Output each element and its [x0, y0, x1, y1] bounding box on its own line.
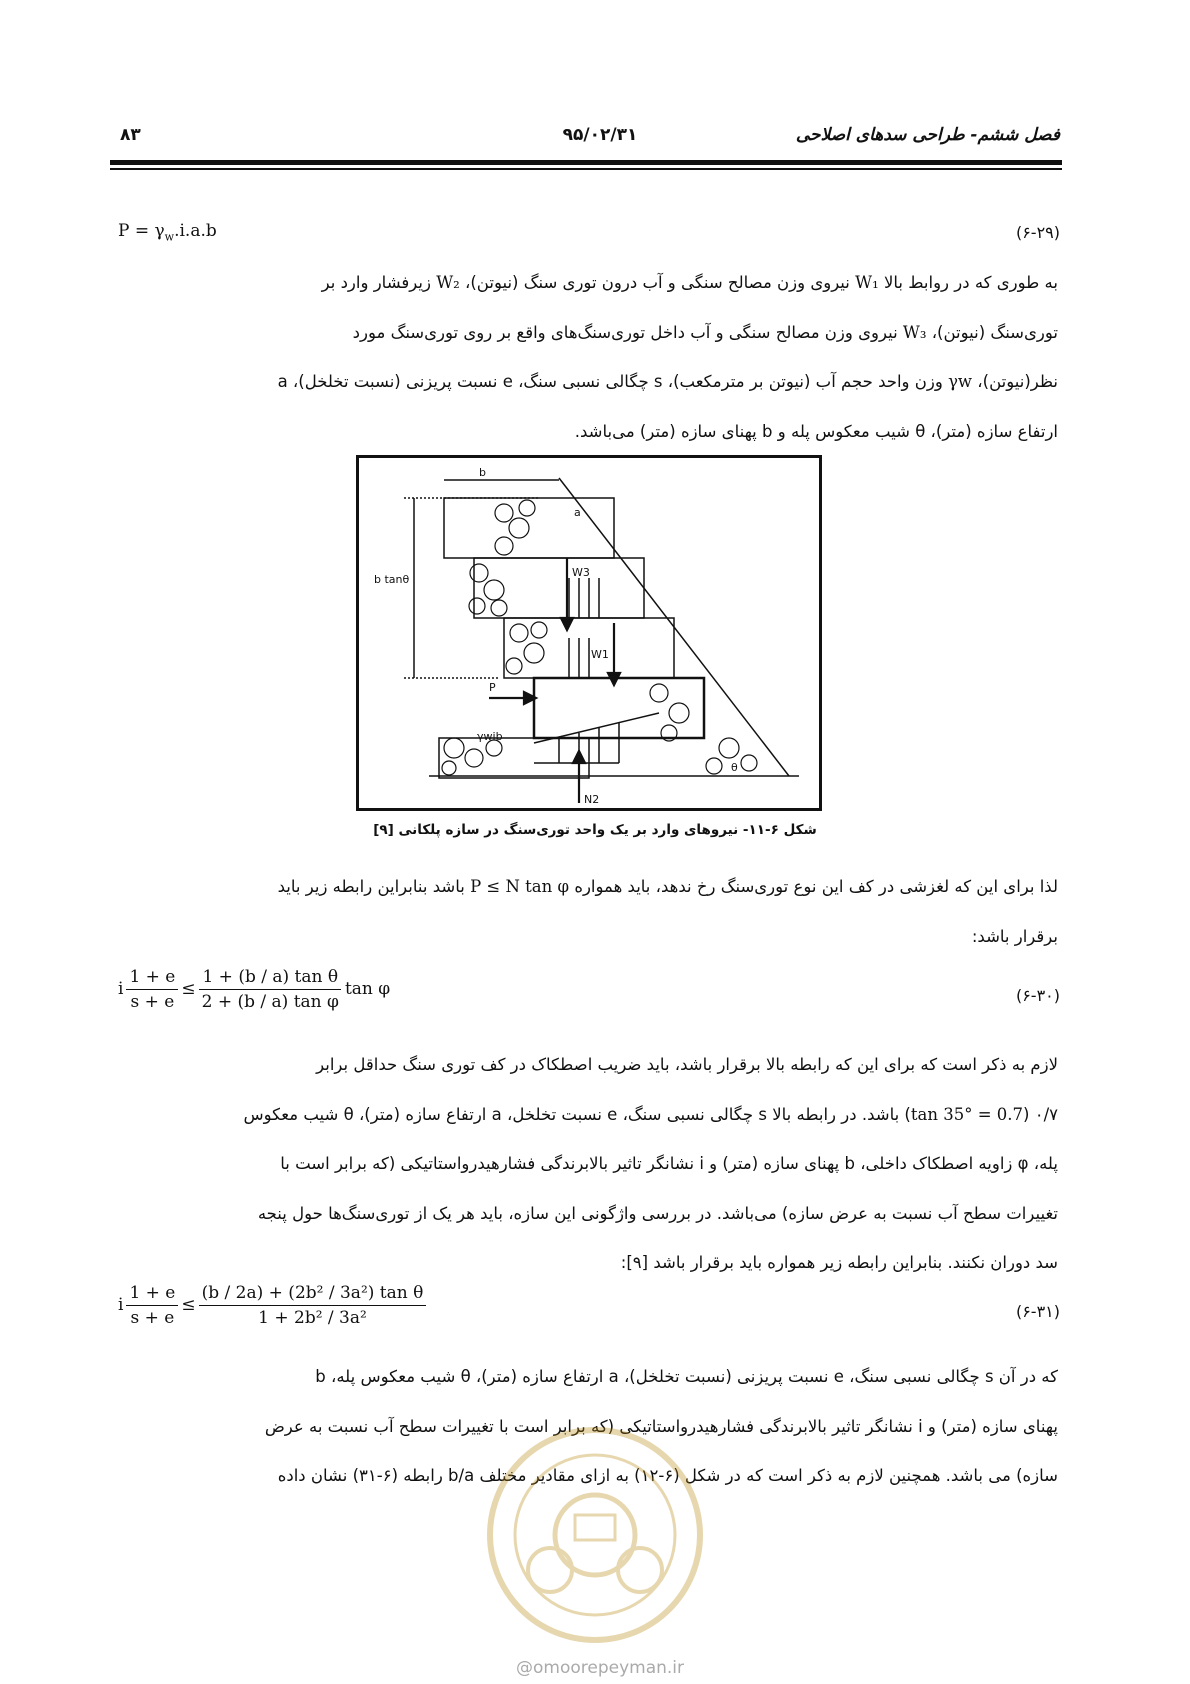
p1-line4: ارتفاع سازه (متر)، θ شیب معکوس پله و b پهنای سازه (متر) می‌باشد. — [574, 421, 1058, 441]
equation-29: $P = \gamma_w.i.a.b$ — [118, 221, 217, 244]
p3-line3: پله، φ زاویه اصطکاک داخلی، b پهنای سازه (متر) و i نشانگر تاثیر بالابرندگی فشارهیدرواستاتیکی (که برابر است با — [280, 1154, 1058, 1173]
label-p: P — [489, 681, 496, 694]
label-theta: θ — [731, 761, 738, 774]
equation-29-number: (۶-۲۹) — [1015, 223, 1060, 242]
figure-gabion-forces — [356, 455, 822, 811]
watermark-url: @omoorepeyman.ir — [515, 1658, 685, 1678]
equation-30: i $\frac{1 + e}{s + e}$ ≤ $\frac{\text{1 + (b / a) tan θ}}{\text{2 + (b / a) tan φ}}$ tan φ — [118, 967, 391, 1012]
p3-line2: ۰/۷ (tan 35° = 0.7) باشد. در رابطه بالا s چگالی نسبی سنگ، e نسبت تخلخل، a ارتفاع سازه (متر)، θ شیب معکوس — [243, 1104, 1058, 1124]
label-a: a — [574, 506, 581, 519]
label-w3: W3 — [572, 566, 590, 579]
figure-caption: شکل ۶-۱۱- نیروهای وارد بر یک واحد توری‌سنگ در سازه پلکانی [۹] — [373, 822, 817, 838]
gabion-diagram — [359, 458, 819, 808]
paragraph-1 — [118, 258, 1058, 456]
p1-line2: توری‌سنگ (نیوتن)، W₃ نیروی وزن مصالح سنگی و آب داخل توری‌سنگ‌های واقع بر روی توری‌سنگ مورد — [352, 322, 1058, 342]
p2-line1: لذا برای این که لغزشی در کف این نوع توری‌سنگ رخ ندهد، باید همواره P ≤ N tan φ باشد بنابراین رابطه زیر باید — [277, 877, 1058, 896]
p2-line2: برقرار باشد: — [971, 926, 1058, 946]
paragraph-3 — [118, 1040, 1058, 1288]
header-rule-thin — [110, 168, 1062, 170]
watermark-seal-icon — [480, 1420, 710, 1650]
p3-line4: تغییرات سطح آب نسبت به عرض سازه) می‌باشد. در بررسی واژگونی این سازه، باید هر یک از توری‌سنگ‌ها حول پنجه — [257, 1203, 1058, 1223]
header-rule — [110, 160, 1062, 165]
label-b-tan-theta: b tanθ — [374, 573, 410, 586]
p1-line3: نظر(نیوتن)، γw وزن واحد حجم آب (نیوتن بر مترمکعب)، s چگالی نسبی سنگ، e نسبت پریزنی (نسبت تخلخل)، a — [277, 372, 1058, 391]
p4-line2: پهنای سازه (متر) و i نشانگر تاثیر بالابرندگی فشارهیدرواستاتیکی (که برابر است با تغییرات سطح آب نسبت به عرض — [264, 1416, 1058, 1436]
equation-31-number: (۶-۳۱) — [1015, 1302, 1060, 1321]
p3-line5: سد دوران نکنند. بنابراین رابطه زیر همواره باید برقرار باشد [۹]: — [620, 1253, 1058, 1272]
p1-line1: به طوری که در روابط بالا W₁ نیروی وزن مصالح سنگی و آب درون توری سنگ (نیوتن)، W₂ زیرفشار وارد بر — [321, 273, 1058, 292]
label-b: b — [479, 466, 486, 479]
equation-31: i $\frac{1 + e}{s + e}$ ≤ $\frac{\text{(b / 2a) + (2b² / 3a²) tan θ}}{\text{1 + 2b² / 3a²}}$ — [118, 1283, 429, 1328]
label-n2: N2 — [584, 793, 600, 806]
label-w1: W1 — [591, 648, 609, 661]
p3-line1: لازم به ذکر است که برای این که رابطه بالا برقرار باشد، باید ضریب اصطکاک در کف توری سنگ حداقل برابر — [316, 1055, 1058, 1074]
chapter-title: فصل ششم- طراحی سدهای اصلاحی — [795, 125, 1060, 145]
page-number: ۸۳ — [120, 125, 141, 145]
p4-line3: سازه) می باشد. همچنین لازم به ذکر است که در شکل (۶-۱۲) به ازای مقادیر مختلف b/a رابطه (۶-۳۱) نشان داده — [277, 1466, 1058, 1485]
label-gamma-w-i-b: γwib — [477, 730, 503, 743]
p4-line1: که در آن s چگالی نسبی سنگ، e نسبت پریزنی (نسبت تخلخل)، a ارتفاع سازه (متر)، θ شیب معکوس پله، b — [315, 1367, 1058, 1386]
equation-30-number: (۶-۳۰) — [1015, 986, 1060, 1005]
date: ۹۵/۰۲/۳۱ — [562, 125, 638, 145]
paragraph-2 — [118, 862, 1058, 961]
